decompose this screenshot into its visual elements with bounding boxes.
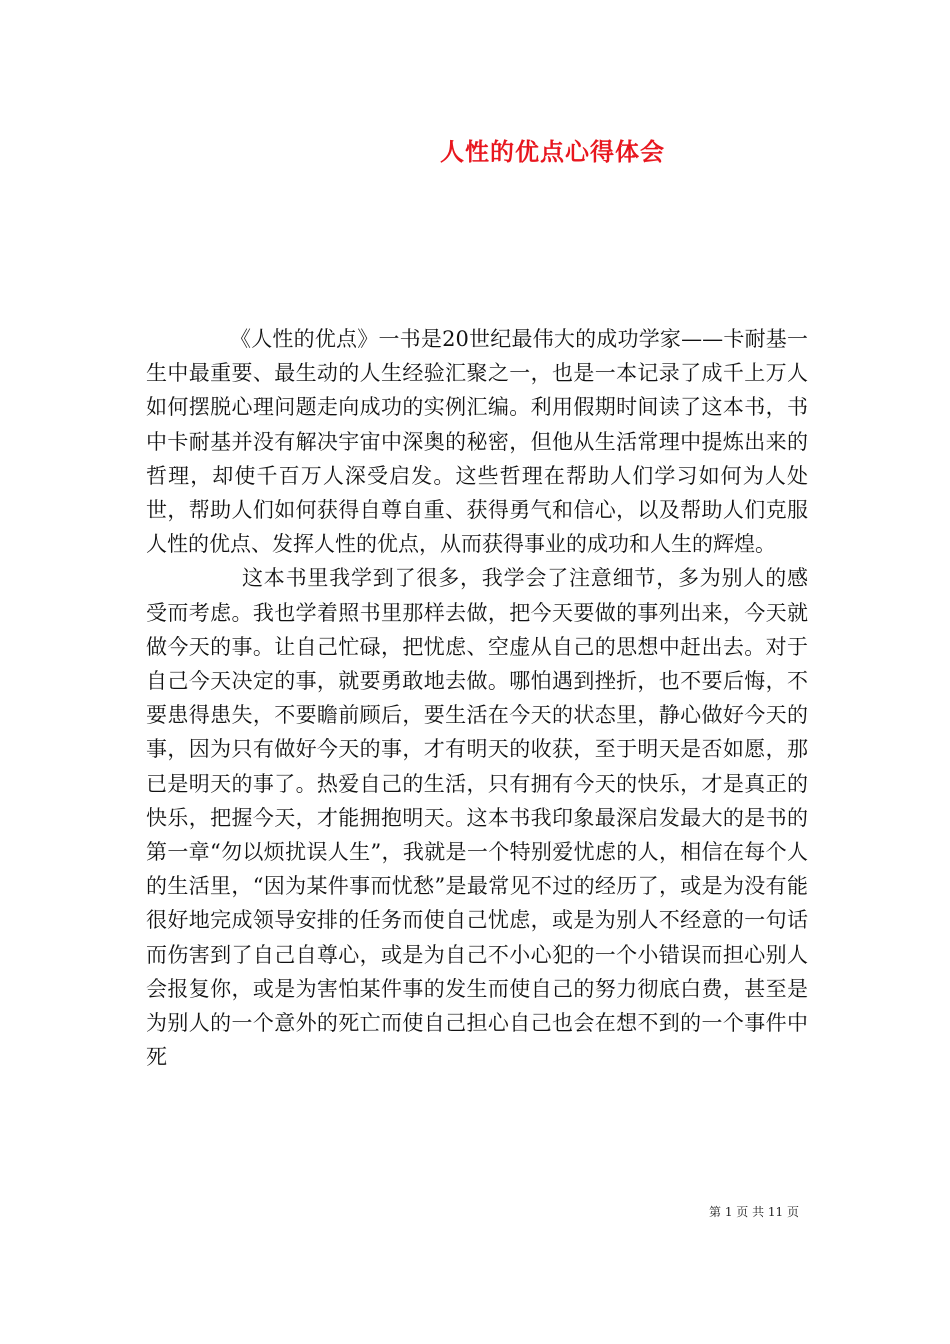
page-number: 第 1 页 共 11 页: [709, 1205, 799, 1219]
body-paragraph-2: 这本书里我学到了很多，我学会了注意细节，多为别人的感受而考虑。我也学着照书里那样去做，把今天要做的事列出来，今天就做今天的事。让自己忙碌，把忧虑、空虚从自己的思想中赶出去。对于自己今天决定的事，就要勇敢地去做。哪怕遇到挫折，也不要后悔，不要患得患失，不要瞻前顾后，要生活在今天的状态里，静心做好今天的事，因为只有做好今天的事，才有明天的收获，至于明天是否如愿，那已是明天的事了。热爱自己的生活，只有拥有今天的快乐，才是真正的快乐，把握今天，才能拥抱明天。这本书我印象最深启发最大的是书的第一章“勿以烦扰误人生”，我就是一个特别爱忧虑的人，相信在每个人的生活里，“因为某件事而忧愁”是最常见不过的经历了，或是为没有能很好地完成领导安排的任务而使自己忧虑，或是为别人不经意的一句话而伤害到了自己自尊心，或是为自己不小心犯的一个小错误而担心别人会报复你，或是为害怕某件事的发生而使自己的努力彻底白费，甚至是为别人的一个意外的死亡而使自己担心自己也会在想不到的一个事件中死: [146, 566, 808, 1070]
body-paragraph-1: 《人性的优点》一书是20世纪最伟大的成功学家——卡耐基一生中最重要、最生动的人生经验汇聚之一，也是一本记录了成千上万人如何摆脱心理问题走向成功的实例汇编。利用假期时间读了这本书，书中卡耐基并没有解决宇宙中深奥的秘密，但他从生活常理中提炼出来的哲理，却使千百万人深受启发。这些哲理在帮助人们学习如何为人处世，帮助人们如何获得自尊自重、获得勇气和信心，以及帮助人们克服人性的优点、发挥人性的优点，从而获得事业的成功和人生的辉煌。: [146, 327, 808, 557]
document-title: 人性的优点心得体会: [440, 137, 665, 166]
document-body: [146, 322, 808, 1074]
